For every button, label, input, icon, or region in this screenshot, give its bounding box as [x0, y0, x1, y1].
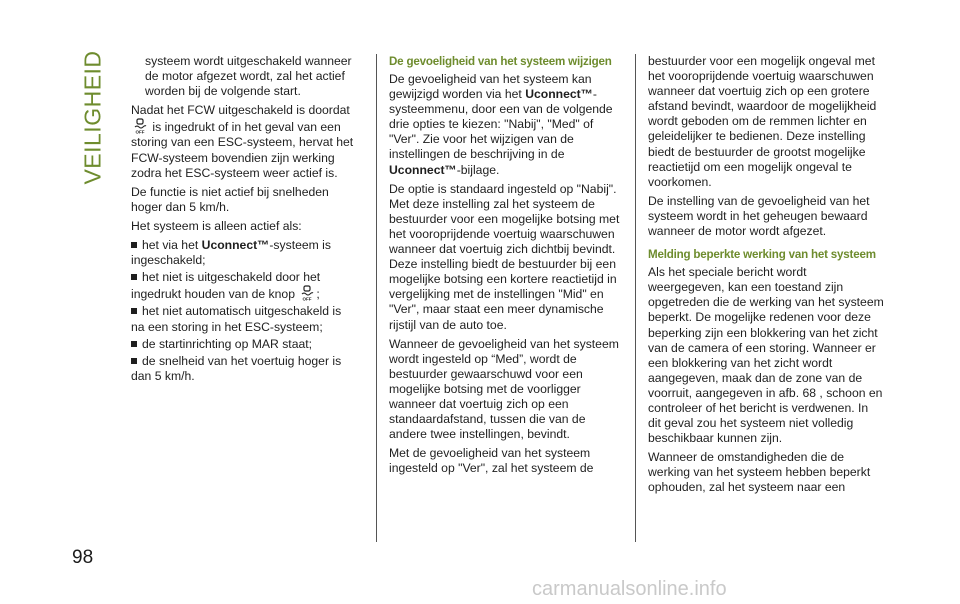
paragraph: Als het speciale bericht wordt weergegeven, kan een toestand zijn opgetreden die de werking van het systeem beperkt. De mogelijke redenen voor deze beperking zijn een blokkering van het zicht van de camera of een storing. Wanneer er een blokkering van het zicht wordt aangegeven, maak dan de zone van de voorruit, aangegeven in afb. 68 , schoon en controleer of het bericht is verdwenen. In dit geval zou het systeem niet volledig beschikbaar kunnen zijn. — [648, 265, 884, 446]
list-item: het via het Uconnect™-systeem is ingeschakeld; — [131, 238, 331, 268]
brand-name: Uconnect™ — [525, 87, 593, 102]
square-bullet-icon — [131, 242, 137, 248]
paragraph: De functie is niet actief bij snelheden hoger dan 5 km/h. — [131, 184, 329, 214]
section-heading: Melding beperkte werking van het systeem — [648, 248, 876, 262]
column-divider — [376, 54, 377, 542]
paragraph-text: Nadat het FCW uitgeschakeld is doordat — [131, 103, 350, 118]
page-number: 98 — [72, 547, 94, 568]
svg-text:OFF: OFF — [302, 296, 312, 302]
list-item: het niet automatisch uitgeschakeld is na een storing in het ESC-systeem; — [131, 304, 342, 334]
column-1 — [131, 54, 355, 386]
paragraph: systeem wordt uitgeschakeld wanneer de motor afgezet wordt, zal het actief worden bij de volgende start. — [145, 54, 352, 99]
list-item: het niet is uitgeschakeld door het ingedrukt houden van de knop OFF ; — [131, 270, 321, 302]
paragraph: Wanneer de gevoeligheid van het systeem wordt ingesteld op “Med”, wordt de bestuurder gewaarschuwd voor een mogelijke botsing met de voorligger wanneer dat voertuig zich op een standaardafstand, tussen die van de andere twee instellingen, bevindt. — [389, 336, 619, 442]
paragraph: De instelling van de gevoeligheid van het systeem wordt in het geheugen bewaard wanneer de motor wordt afgezet. — [648, 193, 870, 239]
section-heading: De gevoeligheid van het systeem wijzigen — [389, 55, 612, 68]
paragraph — [131, 103, 355, 180]
svg-text:OFF: OFF — [135, 129, 145, 135]
paragraph: De gevoeligheid van het systeem kan gewijzigd worden via het Uconnect™-systeemmenu, door een van de volgende drie opties te kiezen: "Nabij", "Med" of "Ver". Zie voor het wijzigen van de instellingen de beschrijving in de Uconnect™-bijlage. — [389, 72, 613, 177]
column-divider — [635, 54, 636, 542]
paragraph: Het systeem is alleen actief als: — [131, 218, 302, 233]
square-bullet-icon — [131, 308, 137, 314]
esc-off-icon — [300, 285, 314, 301]
section-title: VEILIGHEID — [79, 49, 106, 185]
brand-name: Uconnect™ — [201, 238, 270, 253]
square-bullet-icon — [131, 358, 137, 364]
esc-off-icon — [133, 118, 147, 134]
paragraph: Wanneer de omstandigheden die de werking van het systeem hebben beperkt ophouden, zal het systeem naar een — [648, 450, 871, 495]
paragraph: Met de gevoeligheid van het systeem ingesteld op "Ver", zal het systeem de — [389, 446, 594, 476]
section-side-tab — [78, 49, 108, 185]
square-bullet-icon — [131, 341, 137, 347]
column-2 — [389, 54, 625, 480]
square-bullet-icon — [131, 274, 137, 280]
paragraph: De optie is standaard ingesteld op "Nabij". Met deze instelling zal het systeem de bestuurder voor een mogelijke botsing met het vooroprijdende voertuig waarschuwen wanneer dat voertuig zich dichtbij bevindt. Deze instelling biedt de bestuurder bij een mogelijke botsing een kortere reactietijd in vergelijking met de instellingen "Mid" en "Ver", maar staat een meer dynamische rijstijl van de auto toe. — [389, 181, 620, 332]
paragraph-text: is ingedrukt of in het geval van een storing van een ESC-systeem, hervat het FCW-systeem bovendien zijn werking zodra het ESC-systeem weer actief is. — [131, 120, 354, 180]
brand-name: Uconnect™ — [389, 162, 457, 177]
list-item: de snelheid van het voertuig hoger is dan 5 km/h. — [131, 353, 342, 383]
column-3 — [648, 54, 884, 500]
list-item: de startinrichting op MAR staat; — [131, 337, 355, 352]
paragraph: bestuurder voor een mogelijk ongeval met het vooroprijdende voertuig waarschuwen wanneer dat voertuig zich op een grotere afstand bevindt, waardoor de mogelijkheid wordt geboden om de remmen lichter en geleidelijker te bedienen. Deze instelling biedt de bestuurder de grootst mogelijke reactietijd om een mogelijk ongeval te voorkomen. — [648, 54, 877, 189]
watermark: carmanualsonline.info — [532, 578, 727, 600]
